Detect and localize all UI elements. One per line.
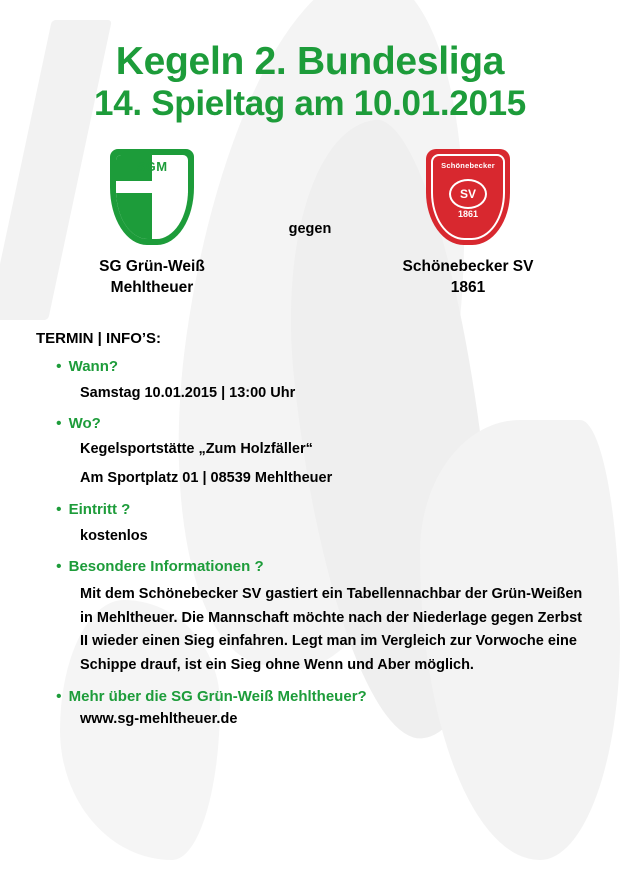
bullet-icon: • xyxy=(56,688,62,706)
away-crest-center-label: SV xyxy=(449,179,487,209)
info-item xyxy=(36,688,584,730)
title-line-1: Kegeln 2. Bundesliga xyxy=(115,40,505,83)
info-item xyxy=(36,358,584,404)
away-crest-year-label: 1861 xyxy=(457,208,479,219)
info-item xyxy=(36,415,584,490)
bullet-icon: • xyxy=(56,500,62,518)
home-crest-label: SGM xyxy=(136,158,168,174)
bullet-icon: • xyxy=(56,357,62,375)
info-question-row xyxy=(56,501,584,518)
away-team-name-line-1: Schönebecker SV xyxy=(402,257,534,275)
info-answer: Kegelsportstätte „Zum Holzfäller“ xyxy=(80,441,313,458)
matchup xyxy=(0,149,620,324)
away-team-name xyxy=(358,257,578,299)
info-question-row xyxy=(56,688,584,705)
website-link[interactable]: www.sg-mehltheuer.de xyxy=(80,711,238,728)
home-team-name xyxy=(42,257,262,299)
info-question: Wann? xyxy=(68,357,119,375)
title-line-2: 14. Spieltag am 10.01.2015 xyxy=(94,83,526,123)
info-answer: Mit dem Schönebecker SV gastiert ein Tabellennachbar der Grün-Weißen in Mehltheuer. Die Mannschaft möchte nach der Niederlage gegen Zerbst II wieder einen Sieg einfahren. Legt man im Vergleich zur Vorwoche eine Schippe drauf, ist ein Sieg ohne Wenn und Aber möglich. xyxy=(80,586,583,673)
page-title xyxy=(0,0,620,123)
info-heading: TERMIN | INFO’S: xyxy=(36,329,162,347)
bullet-icon: • xyxy=(56,415,62,433)
info-question-row xyxy=(56,358,584,375)
home-team-name-line-1: SG Grün-Weiß xyxy=(99,257,205,275)
home-team-name-line-2: Mehltheuer xyxy=(110,278,194,296)
away-crest-arc-label: Schönebecker xyxy=(441,160,495,170)
away-team xyxy=(358,149,578,299)
info-answer: Am Sportplatz 01 | 08539 Mehltheuer xyxy=(80,470,333,487)
info-question-row xyxy=(56,415,584,432)
shield-band-shape xyxy=(116,181,188,193)
info-answer: Samstag 10.01.2015 | 13:00 Uhr xyxy=(80,384,296,401)
info-question-row xyxy=(56,558,584,575)
info-question: Eintritt ? xyxy=(68,500,131,518)
info-section xyxy=(0,330,620,731)
info-item xyxy=(36,501,584,547)
versus-label: gegen xyxy=(288,220,332,237)
info-item xyxy=(36,558,584,677)
away-team-name-line-2: 1861 xyxy=(450,278,486,296)
bullet-icon: • xyxy=(56,558,62,576)
away-crest-icon xyxy=(426,149,510,245)
info-question: Mehr über die SG Grün-Weiß Mehltheuer? xyxy=(68,688,367,706)
info-answer: kostenlos xyxy=(80,527,148,544)
info-question: Besondere Informationen ? xyxy=(68,558,264,576)
info-question: Wo? xyxy=(68,415,101,433)
